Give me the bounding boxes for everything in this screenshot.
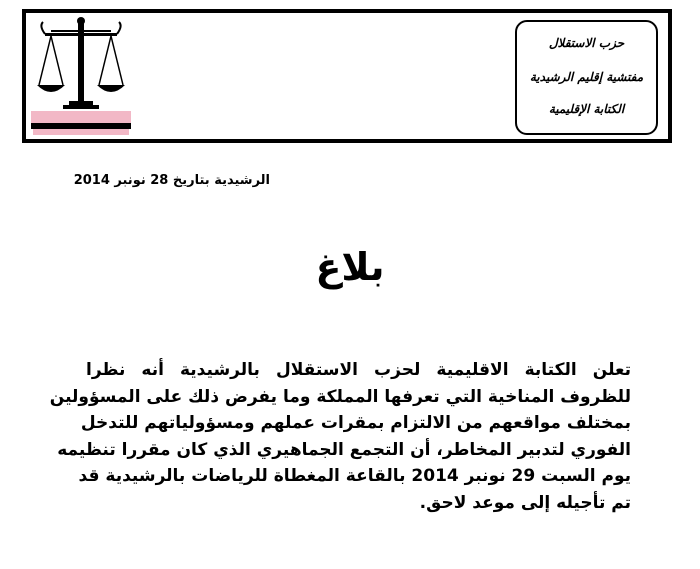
inspectorate-name: مفتشية إقليم الرشيدية xyxy=(529,70,644,84)
body-line: يوم السبت 29 نونبر 2014 بالقاعة المغطاة للرياضات بالرشيدية قد xyxy=(78,466,631,486)
body-line: تم تأجيله إلى موعد لاحق. xyxy=(419,492,631,513)
document-title: بلاغ xyxy=(315,245,385,289)
party-name: حزب الاستقلال xyxy=(548,36,625,50)
body-line: للظروف المناخية التي تعرفها المملكة وما يفرض ذلك على المسؤولين xyxy=(49,386,631,407)
party-header-box xyxy=(515,20,658,135)
scales-of-justice-icon xyxy=(31,15,131,137)
document-date: الرشيدية بتاريخ 28 نونبر 2014 xyxy=(73,173,270,188)
announcement-body xyxy=(49,357,631,516)
body-line: تعلن الكتابة الاقليمية لحزب الاستقلال بالرشيدية أنه نظرا xyxy=(86,360,631,380)
secretariat-name: الكتابة الإقليمية xyxy=(548,102,625,116)
body-line: بمختلف مواقعهم من الالتزام بمقرات عملهم ومسؤولياتهم للتدخل xyxy=(80,413,631,433)
party-logo xyxy=(31,15,131,137)
body-line: الفوري لتدبير المخاطر، أن التجمع الجماهيري الذي كان مقررا تنظيمه xyxy=(57,439,631,460)
